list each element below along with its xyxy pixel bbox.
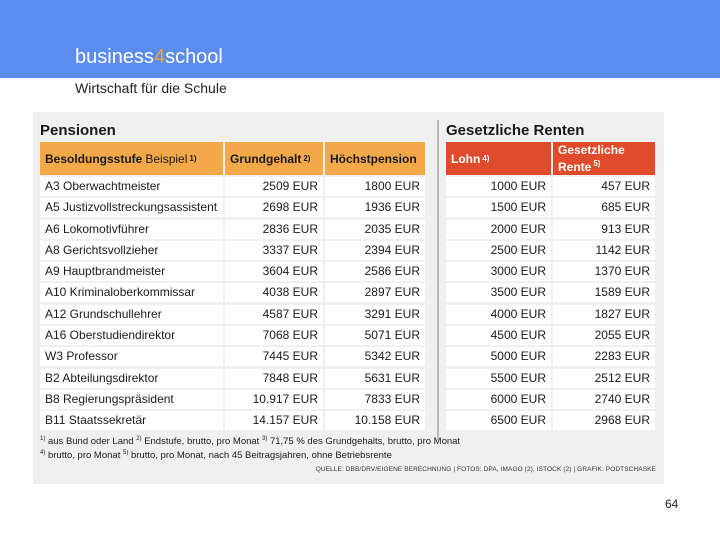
cell-grundgehalt: 2836 EUR — [225, 220, 323, 239]
cell-rente: 457 EUR — [553, 177, 655, 196]
header-hoechstpension: Höchstpension — [325, 142, 425, 175]
cell-rente: 1142 EUR — [553, 241, 655, 260]
cell-rente: 2055 EUR — [553, 326, 655, 345]
cell-besoldungsstufe: A10 Kriminaloberkommissar — [40, 283, 223, 302]
cell-lohn: 4000 EUR — [446, 305, 551, 324]
cell-lohn: 1500 EUR — [446, 198, 551, 217]
cell-hoechstpension: 2035 EUR — [325, 220, 425, 239]
cell-besoldungsstufe: A5 Justizvollstreckungsassistent — [40, 198, 223, 217]
cell-rente: 2968 EUR — [553, 411, 655, 430]
footnote-line-2: $^{4)}$ brutto, pro Monat $^{5)}$ brutto, pro Monat, nach 45 Beitragsjahren, ohne Betriebsrente — [40, 450, 392, 462]
cell-besoldungsstufe: A6 Lokomotivführer — [40, 220, 223, 239]
cell-hoechstpension: 5342 EUR — [325, 347, 425, 366]
header-bar — [0, 0, 720, 78]
cell-hoechstpension: 3291 EUR — [325, 305, 425, 324]
cell-besoldungsstufe: W3 Professor — [40, 347, 223, 366]
cell-hoechstpension: 5631 EUR — [325, 369, 425, 388]
cell-rente: 1827 EUR — [553, 305, 655, 324]
cell-rente: 1370 EUR — [553, 262, 655, 281]
cell-lohn: 6000 EUR — [446, 390, 551, 409]
brand-text-part2: school — [165, 46, 223, 68]
cell-besoldungsstufe: A9 Hauptbrandmeister — [40, 262, 223, 281]
cell-grundgehalt: 7445 EUR — [225, 347, 323, 366]
brand-text-accent: 4 — [153, 46, 166, 68]
cell-hoechstpension: 5071 EUR — [325, 326, 425, 345]
pensionen-title: Pensionen — [40, 122, 116, 139]
cell-rente: 2283 EUR — [553, 347, 655, 366]
cell-hoechstpension: 2586 EUR — [325, 262, 425, 281]
cell-grundgehalt: 7848 EUR — [225, 369, 323, 388]
brand-text-part1: business — [75, 46, 154, 68]
section-divider — [437, 120, 439, 440]
cell-besoldungsstufe: B2 Abteilungsdirektor — [40, 369, 223, 388]
cell-lohn: 5500 EUR — [446, 369, 551, 388]
cell-lohn: 1000 EUR — [446, 177, 551, 196]
cell-rente: 2512 EUR — [553, 369, 655, 388]
header-besoldungsstufe: Besoldungsstufe Beispiel 1) — [40, 142, 223, 175]
cell-grundgehalt: 4587 EUR — [225, 305, 323, 324]
cell-lohn: 6500 EUR — [446, 411, 551, 430]
cell-lohn: 2500 EUR — [446, 241, 551, 260]
page-number: 64 — [665, 497, 679, 511]
header-lohn: Lohn 4) — [446, 142, 551, 175]
cell-grundgehalt: 2698 EUR — [225, 198, 323, 217]
cell-grundgehalt: 14.157 EUR — [225, 411, 323, 430]
cell-lohn: 5000 EUR — [446, 347, 551, 366]
cell-besoldungsstufe: B8 Regierungspräsident — [40, 390, 223, 409]
cell-grundgehalt: 3337 EUR — [225, 241, 323, 260]
cell-besoldungsstufe: A16 Oberstudiendirektor — [40, 326, 223, 345]
cell-besoldungsstufe: A3 Oberwachtmeister — [40, 177, 223, 196]
cell-hoechstpension: 10.158 EUR — [325, 411, 425, 430]
cell-grundgehalt: 4038 EUR — [225, 283, 323, 302]
cell-rente: 1589 EUR — [553, 283, 655, 302]
footnote-line-1: $^{1)}$ aus Bund oder Land $^{2)}$ Endstufe, brutto, pro Monat $^{3)}$ 71,75 % des Grundgehalts, brutto, pro Monat — [40, 436, 461, 448]
cell-rente: 913 EUR — [553, 220, 655, 239]
cell-besoldungsstufe: B11 Staatssekretär — [40, 411, 223, 430]
cell-lohn: 3500 EUR — [446, 283, 551, 302]
cell-lohn: 3000 EUR — [446, 262, 551, 281]
cell-grundgehalt: 7068 EUR — [225, 326, 323, 345]
cell-rente: 2740 EUR — [553, 390, 655, 409]
cell-lohn: 4500 EUR — [446, 326, 551, 345]
cell-hoechstpension: 2897 EUR — [325, 283, 425, 302]
cell-hoechstpension: 1936 EUR — [325, 198, 425, 217]
renten-title: Gesetzliche Renten — [446, 122, 585, 139]
cell-grundgehalt: 10.917 EUR — [225, 390, 323, 409]
source-credit: QUELLE: DBB/DRV/EIGENE BERECHNUNG | FOTOS: DPA, IMAGO (2), ISTOCK (2) | GRAFIK: PODTSCHASKE — [315, 466, 656, 473]
cell-besoldungsstufe: A12 Grundschullehrer — [40, 305, 223, 324]
cell-hoechstpension: 7833 EUR — [325, 390, 425, 409]
cell-rente: 685 EUR — [553, 198, 655, 217]
cell-lohn: 2000 EUR — [446, 220, 551, 239]
cell-besoldungsstufe: A8 Gerichtsvollzieher — [40, 241, 223, 260]
cell-grundgehalt: 3604 EUR — [225, 262, 323, 281]
cell-grundgehalt: 2509 EUR — [225, 177, 323, 196]
header-gesetzliche-rente: Gesetzliche Rente $^{5)}$ — [553, 142, 655, 175]
header-grundgehalt: Grundgehalt 2) — [225, 142, 323, 175]
cell-hoechstpension: 2394 EUR — [325, 241, 425, 260]
page-subtitle: Wirtschaft für die Schule — [75, 80, 227, 96]
brand-logo — [75, 46, 223, 69]
cell-hoechstpension: 1800 EUR — [325, 177, 425, 196]
